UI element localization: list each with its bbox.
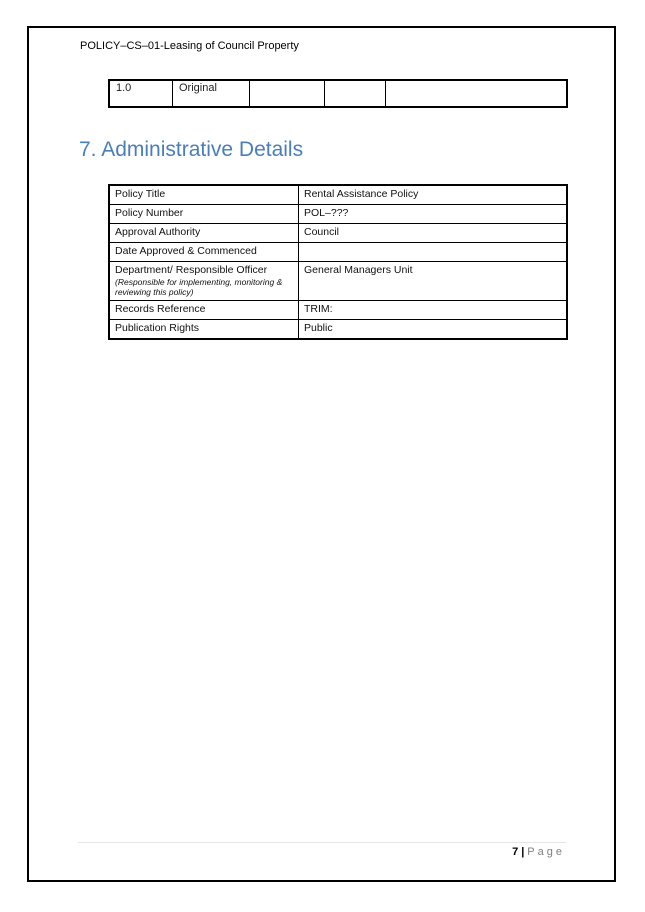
version-cell: 1.0 xyxy=(109,80,173,107)
version-history-table xyxy=(108,79,568,108)
row-value: POL–??? xyxy=(299,205,568,224)
row-label: Policy Number xyxy=(109,205,299,224)
page-footer xyxy=(512,846,565,858)
table-row xyxy=(109,301,567,320)
administrative-details-table xyxy=(108,184,568,340)
row-note: (Responsible for implementing, monitoring & reviewing this policy) xyxy=(115,277,283,297)
section-heading: 7. Administrative Details xyxy=(79,138,304,161)
table-row xyxy=(109,185,567,205)
table-row xyxy=(109,262,567,301)
table-row xyxy=(109,320,567,340)
page-label: Page xyxy=(527,846,565,858)
table-row xyxy=(109,224,567,243)
table-row xyxy=(109,80,567,107)
row-label: Date Approved & Commenced xyxy=(109,243,299,262)
version-description-cell: Original xyxy=(173,80,250,107)
version-empty-cell xyxy=(386,80,568,107)
table-row xyxy=(109,243,567,262)
row-value: TRIM: xyxy=(299,301,568,320)
row-value: Rental Assistance Policy xyxy=(299,185,568,205)
row-label: Policy Title xyxy=(109,185,299,205)
row-label: Approval Authority xyxy=(109,224,299,243)
footer-divider xyxy=(78,842,566,843)
table-row xyxy=(109,205,567,224)
document-header: POLICY–CS–01-Leasing of Council Property xyxy=(80,40,299,52)
row-label: Records Reference xyxy=(109,301,299,320)
row-label: Publication Rights xyxy=(109,320,299,340)
row-value xyxy=(299,243,568,262)
page-separator: | xyxy=(521,846,525,858)
version-empty-cell xyxy=(325,80,386,107)
row-value: General Managers Unit xyxy=(299,262,568,301)
row-label: Department/ Responsible Officer xyxy=(115,264,268,276)
page-number: 7 xyxy=(512,846,519,858)
row-value: Council xyxy=(299,224,568,243)
row-value: Public xyxy=(299,320,568,340)
row-label-cell xyxy=(109,262,299,301)
version-empty-cell xyxy=(250,80,325,107)
